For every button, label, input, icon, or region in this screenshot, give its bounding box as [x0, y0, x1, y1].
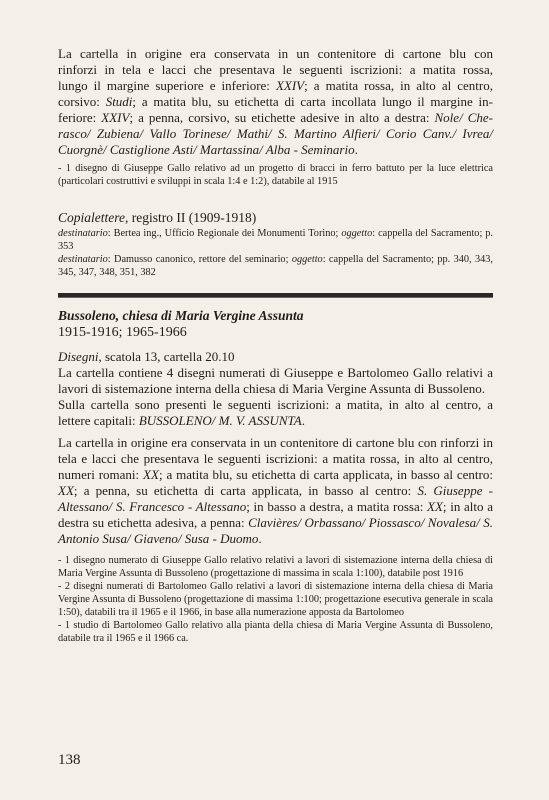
top-para-line: corsivo: Studi; a matita blu, su etichetta di carta incollata lungo il margine in-	[58, 94, 493, 109]
top-para	[58, 46, 493, 158]
section-note-1: - 1 disegno numerato di Giuseppe Gallo relativo relativi a lavori di sistemazione interna della chiesa di Maria Vergine Assunta di Bussoleno (progettazione di massima in scala 1:100), databile post 1916	[58, 555, 493, 579]
section-paragraph-3: La cartella in origine era conservata in un contenitore di cartone blu con rinforzi in tela e lacci che presentava le seguenti iscrizioni: a matita rossa, in alto al centro, numeri romani: XX; a matita blu, su etichetta di carta applicata, in basso al centro: XX; a penna, su etichetta di carta applicata, in basso al centro: S. Giuseppe - Altessano/ S. Francesco - Altessano; in basso a destra, a matita rossa: XX; in alto a destra su etichetta adesiva, a penna: Clavières/ Orbassano/ Piossasco/ Novalesa/ S. Antonio Susa/ Giaveno/ Susa - Duomo.	[58, 435, 493, 546]
disegni-heading: Disegni, scatola 13, cartella 20.10	[58, 349, 235, 364]
section-bussoleno	[58, 307, 493, 645]
top-para-line: feriore: XXIV; a penna, corsivo, su etichette adesive in alto a destra: Nole/ Che-	[58, 110, 493, 125]
top-para-line: rinforzi in tela e lacci che presentava le seguenti iscrizioni: a matita rossa,	[58, 62, 493, 77]
section-divider	[58, 293, 493, 298]
copialettere-heading: Copialettere, registro II (1909-1918)	[58, 210, 257, 225]
destinatario-entry-1: destinatario: Bertea ing., Ufficio Regionale dei Monumenti Torino; oggetto: cappella del Sacramento; p. 353	[58, 228, 493, 252]
section-paragraph-2: Sulla cartella sono presenti le seguenti iscrizioni: a matita, in alto al centro, a lettere capitali: BUSSOLENO/ M. V. ASSUNTA.	[58, 397, 493, 428]
section-dates: 1915-1916; 1965-1966	[58, 325, 187, 340]
destinatario-entry-2: destinatario: Damusso canonico, rettore del seminario; oggetto: cappella del Sacramento; pp. 340, 343, 345, 347, 348, 351, 382	[58, 254, 493, 278]
section-paragraph-1: La cartella contiene 4 disegni numerati di Giuseppe e Bartolomeo Gallo relativi a lavori di sistemazione interna della chiesa di Maria Vergine Assunta di Bussoleno.	[58, 365, 493, 396]
copialettere-block	[58, 209, 493, 279]
top-para-line: Cuorgnè/ Castiglione Asti/ Martassina/ Alba - Seminario.	[58, 142, 358, 157]
top-para-line: lungo il margine superiore e inferiore: XXIV; a matita rossa, in alto al centro,	[58, 78, 493, 93]
top-para-line: rasco/ Zubiena/ Vallo Torinese/ Mathi/ S. Martino Alfieri/ Corio Canv./ Ivrea/	[58, 126, 493, 141]
page-number: 138	[58, 752, 81, 768]
section-notes	[58, 554, 493, 645]
top-para-line: La cartella in origine era conservata in un contenitore di cartone blu con	[58, 46, 493, 61]
section-note-2: - 2 disegni numerati di Bartolomeo Gallo relativi a lavori di sistemazione interna della chiesa di Maria Vergine Assunta di Bussoleno (progettazione di massima 1:100; progettazione esecutiva generale in scala 1:50), databili tra il 1965 e il 1966, in base alla numerazione apposta da Bartolomeo	[58, 581, 493, 618]
note-1: - 1 disegno di Giuseppe Gallo relativo ad un progetto di bracci in ferro battuto per la luce elettrica (particolari costruttivi e sviluppi in scala 1:4 e 1:2), databile al 1915	[58, 163, 493, 187]
section-note-3: - 1 studio di Bartolomeo Gallo relativo alla pianta della chiesa di Maria Vergine Assunta di Bussoleno, databile tra il 1965 e il 1966 ca.	[58, 620, 493, 644]
note-block-1	[58, 162, 493, 188]
section-title: Bussoleno, chiesa di Maria Vergine Assunta	[58, 308, 304, 323]
